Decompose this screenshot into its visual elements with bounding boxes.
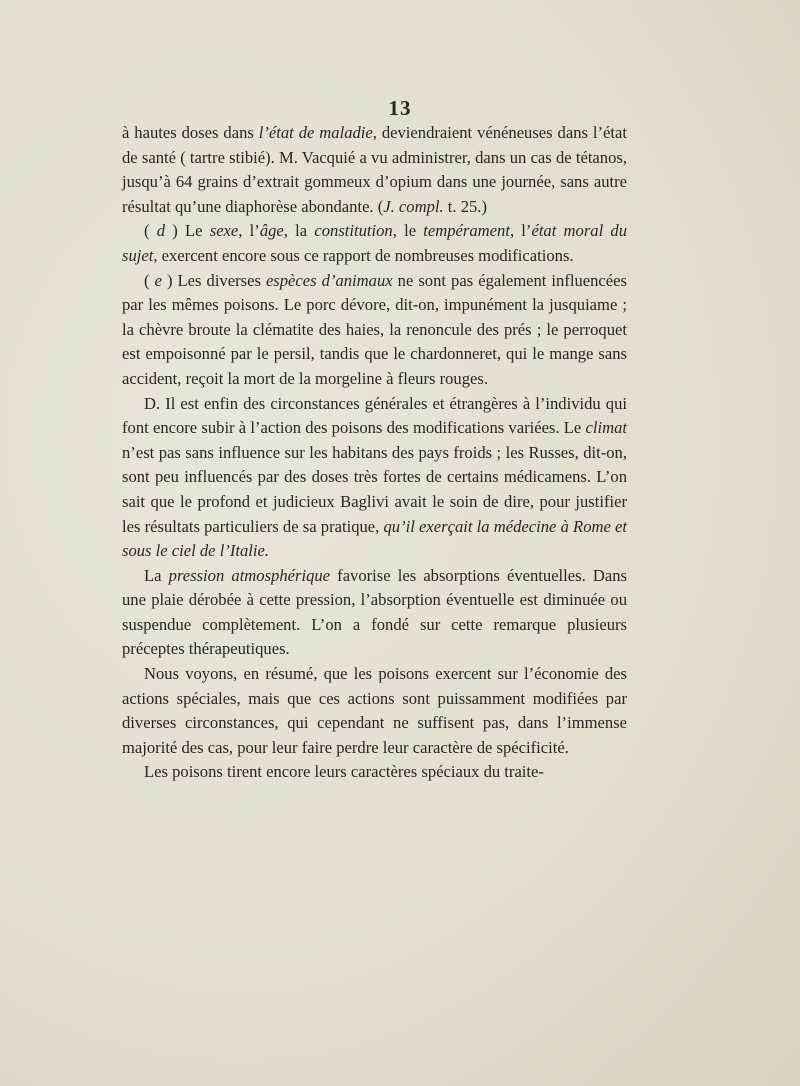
paragraph-4 [122,564,627,662]
text-run: pression atmosphérique [168,565,331,585]
text-run: d [156,221,166,241]
text-run: J. compl. [383,196,444,216]
paragraph-1 [122,219,627,268]
page-number: 13 [388,96,412,120]
text-run: , exercent encore sous ce rapport de nombreuses modifications. [153,245,574,265]
text-run: l’état de maladie [258,123,373,142]
text-run: e [154,270,162,290]
text-run: t. 25.) [443,196,487,216]
paragraph-5 [122,662,627,760]
text-run: ) Le [165,221,210,241]
text-run: Nous voyons, en résumé, que les poisons exercent sur l’économie des actions spéciales, mais que ces actions sont puissamment modifiées par diverses circonstances, qui cependant ne suffisent pas, dans l’immense majorité des cas, pour leur faire perdre leur caractère de spécificité. [122,664,627,757]
text-run: , le [392,221,424,241]
text-run: tempérament [423,221,510,241]
text-run: , l’ [238,221,260,241]
text-run: ) Les diverses [161,270,266,290]
text-run: D. Il est enfin des circonstances générales et étrangères à l’individu qui font encore subir à l’action des poisons des modifications variées. Le [122,393,627,438]
text-run: , l’ [509,221,532,241]
text-run: sexe [209,221,239,241]
text-run: climat [585,418,627,438]
body-text [122,121,627,785]
text-run: constitution [314,221,393,241]
text-run: , deviendraient vénéneuses dans l’état de santé ( tartre stibié). M. Vacquié a vu administrer, dans un cas de tétanos, jusqu’à 64 grains d’extrait gommeux d’opium dans une journée, sans autre résultat qu’une diaphorèse abondante. ( [122,123,627,216]
paragraph-2 [122,269,627,392]
text-run: La [144,565,169,585]
paragraph-3 [122,392,627,564]
text-run: ( [144,270,155,290]
text-run: favorise les absorptions éventuelles. Dans une plaie dérobée à cette pression, l’absorption éventuelle est diminuée ou suspendue complètement. L’on a fondé sur cette remarque plusieurs préceptes thérapeutiques. [122,565,627,659]
paragraph-0 [122,121,627,219]
text-run: âge [259,221,284,241]
text-run: ( [144,221,157,241]
text-run: ne sont pas également influencées par les mêmes poisons. Le porc dévore, dit-on, impunément la jusquiame ; la chèvre broute la clématite des haies, la renoncule des prés ; le perroquet est empoisonné par le persil, tandis que le chardonneret, qui le mange sans accident, reçoit la mort de la morgeline à fleurs rouges. [122,270,627,388]
paragraph-6 [122,760,627,785]
text-run: , la [283,221,315,241]
text-run: à hautes doses dans [122,123,259,142]
text-run: état moral du sujet [122,221,628,265]
text-run: Les poisons tirent encore leurs caractères spéciaux du traite- [144,762,544,782]
text-run: n’est pas sans influence sur les habitans des pays froids ; les Russes, dit-on, sont peu influencés par des doses très fortes de certains médicamens. L’on sait que le profond et judicieux Baglivi avait le soin de dire, pour justifier les résultats particuliers de sa pratique, [122,442,627,536]
text-run: qu’il exerçait la médecine à Rome et sous le ciel de l’Italie. [122,516,628,561]
text-run: espèces d’animaux [265,270,393,290]
